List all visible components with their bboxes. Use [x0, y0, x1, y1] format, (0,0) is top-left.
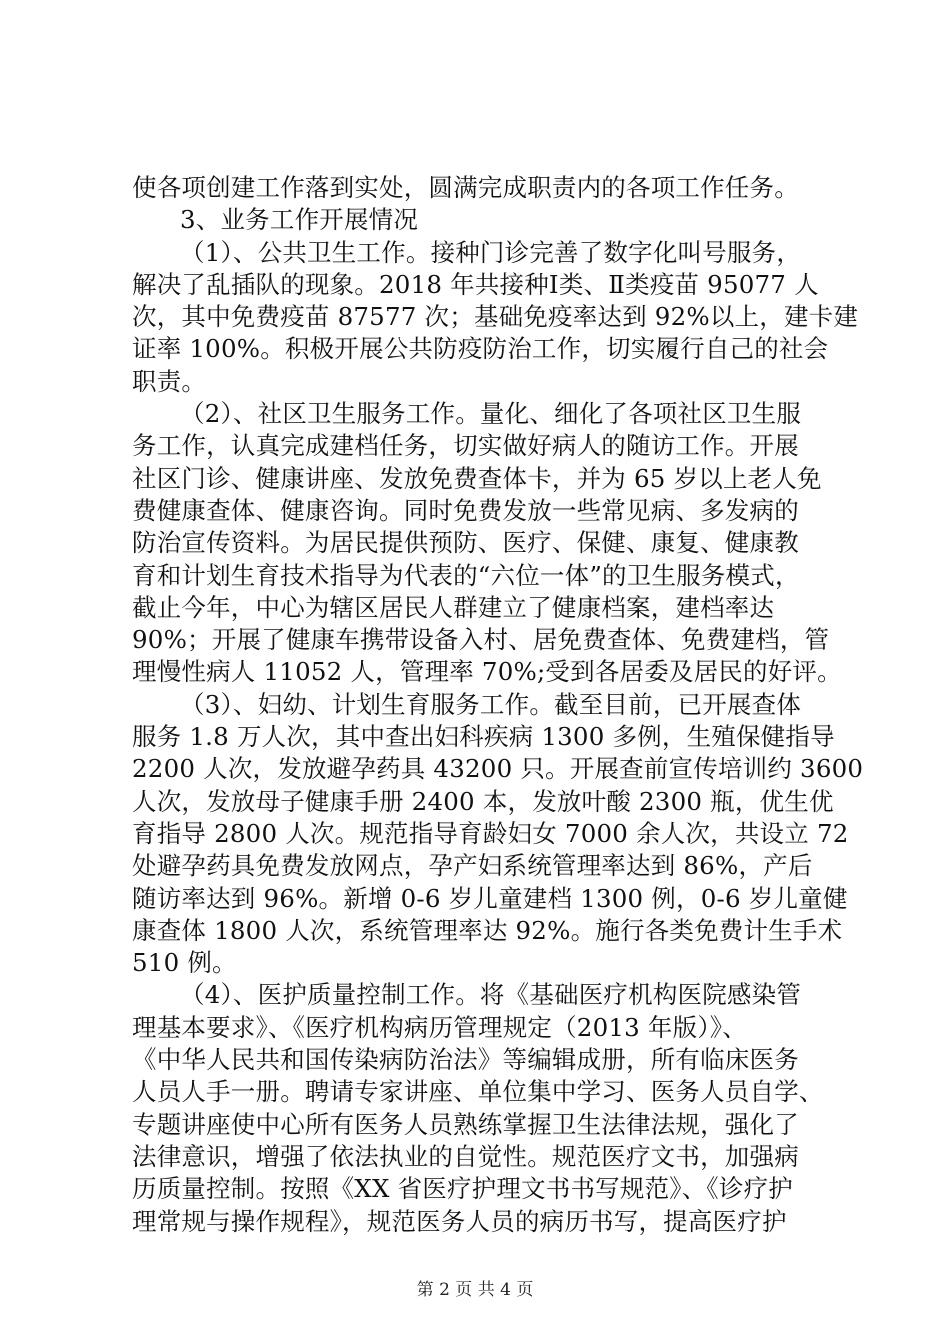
text-line: 2200 人次，发放避孕药具 43200 只。开展查前宣传培训约 3600 [132, 754, 864, 784]
text-line: 截止今年，中心为辖区居民人群建立了健康档案，建档率达 [132, 592, 775, 622]
text-line: 人员人手一册。聘请专家讲座、单位集中学习、医务人员自学、 [132, 1077, 824, 1107]
text-line: 随访率达到 96%。新增 0-6 岁儿童建档 1300 例，0-6 岁儿童健 [132, 883, 848, 913]
text-line: 务工作，认真完成建档任务，切实做好病人的随访工作。开展 [132, 431, 799, 461]
text-line: 理基本要求》、《医疗机构病历管理规定（2013 年版）》、 [132, 1012, 747, 1042]
text-line: 理慢性病人 11052 人，管理率 70%;受到各居委及居民的好评。 [132, 657, 842, 687]
text-line: 理常规与操作规程》，规范医务人员的病历书写，提高医疗护 [132, 1206, 787, 1236]
text-line: 解决了乱插队的现象。2018 年共接种Ⅰ类、Ⅱ类疫苗 95077 人 [132, 269, 819, 299]
page-number-footer: 第 2 页 共 4 页 [416, 1280, 534, 1300]
text-line: 次，其中免费疫苗 87577 次；基础免疫率达到 92%以上，建卡建 [132, 302, 859, 332]
text-line: 法律意识，增强了依法执业的自觉性。规范医疗文书，加强病 [132, 1141, 799, 1171]
text-line: 《中华人民共和国传染病防治法》等编辑成册，所有临床医务 [132, 1045, 799, 1075]
text-line: 历质量控制。按照《XX 省医疗护理文书书写规范》、《诊疗护 [132, 1174, 793, 1204]
text-line: 费健康查体、健康咨询。同时免费发放一些常见病、多发病的 [132, 495, 799, 525]
paragraph-start: （3）、妇幼、计划生育服务工作。截至目前，已开展查体 [180, 689, 802, 719]
text-line: 服务 1.8 万人次，其中查出妇科疾病 1300 多例，生殖保健指导 [132, 722, 835, 752]
paragraph-start: （4）、医护质量控制工作。将《基础医疗机构医院感染管 [180, 980, 802, 1010]
text-line: 使各项创建工作落到实处，圆满完成职责内的各项工作任务。 [132, 173, 799, 202]
text-line: 防治宣传资料。为居民提供预防、医疗、保健、康复、健康教 [132, 528, 799, 558]
document-body [132, 172, 864, 1238]
text-line: 证率 100%。积极开展公共防疫防治工作，切实履行自己的社会 [132, 334, 829, 364]
text-line: 育指导 2800 人次。规范指导育龄妇女 7000 余人次，共设立 72 [132, 818, 849, 848]
text-line: 510 例。 [132, 948, 237, 978]
text-line: 育和计划生育技术指导为代表的“六位一体”的卫生服务模式， [132, 560, 800, 590]
paragraph-start: （1）、公共卫生工作。接种门诊完善了数字化叫号服务， [180, 237, 802, 267]
text-line: 90%；开展了健康车携带设备入村、居免费查体、免费建档，管 [132, 625, 830, 655]
text-line: 处避孕药具免费发放网点，孕产妇系统管理率达到 86%，产后 [132, 851, 813, 881]
text-line: 职责。 [132, 366, 207, 396]
text-line: 康查体 1800 人次，系统管理率达 92%。施行各类免费计生手术 [132, 915, 843, 945]
text-line: 人次，发放母子健康手册 2400 本，发放叶酸 2300 瓶，优生优 [132, 786, 834, 816]
paragraph-start: （2）、社区卫生服务工作。量化、细化了各项社区卫生服 [180, 399, 802, 429]
text-line: 专题讲座使中心所有医务人员熟练掌握卫生法律法规，强化了 [132, 1109, 799, 1139]
section-heading: 3、业务工作开展情况 [180, 205, 419, 235]
text-line: 社区门诊、健康讲座、发放免费查体卡，并为 65 岁以上老人免 [132, 463, 822, 493]
